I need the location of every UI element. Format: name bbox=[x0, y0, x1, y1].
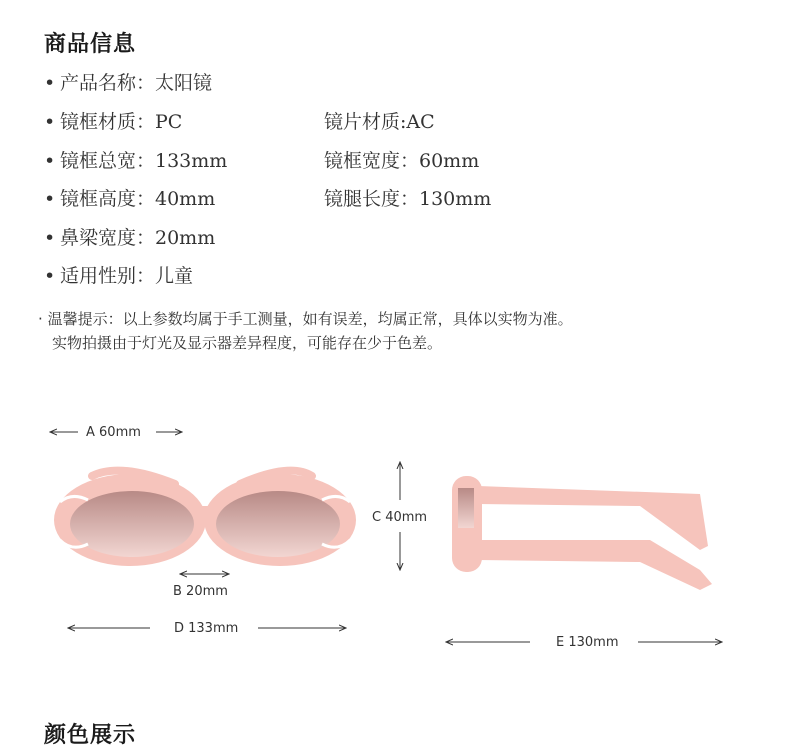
color-display-heading: 颜色展示 bbox=[44, 723, 137, 748]
spec-lens-material: 镜片材质:AC bbox=[324, 111, 435, 133]
spec-temple-length: 镜腿长度：130mm bbox=[324, 188, 492, 210]
bullet: • bbox=[44, 227, 56, 249]
spec-bridge-width: 鼻梁宽度：20mm bbox=[60, 227, 216, 249]
spec-frame-height: 镜框高度：40mm bbox=[60, 188, 216, 210]
dimension-c bbox=[372, 462, 427, 570]
notice-line-1: 温馨提示：以上参数均属于手工测量，如有误差，均属正常，具体以实物为准。 bbox=[47, 310, 573, 328]
dimension-b bbox=[173, 574, 229, 599]
dimension-e-label: E 130mm bbox=[556, 635, 619, 650]
dimension-b-label: B 20mm bbox=[173, 584, 228, 599]
notice-bullet: · bbox=[38, 310, 43, 328]
bullet: • bbox=[44, 72, 56, 94]
bullet: • bbox=[44, 188, 56, 210]
dimension-a bbox=[50, 425, 182, 440]
notice-text bbox=[38, 307, 573, 355]
glasses-front-view bbox=[54, 471, 356, 566]
spec-gender: 适用性别：儿童 bbox=[60, 265, 194, 287]
spec-frame-material: 镜框材质：PC bbox=[60, 111, 183, 133]
bullet: • bbox=[44, 150, 56, 172]
dimension-d bbox=[68, 621, 346, 636]
dimension-d-label: D 133mm bbox=[174, 621, 239, 636]
size-diagram bbox=[0, 380, 790, 680]
bullet: • bbox=[44, 265, 56, 287]
bullet: • bbox=[44, 111, 56, 133]
notice-line-2: 实物拍摄由于灯光及显示器差异程度，可能存在少于色差。 bbox=[52, 334, 443, 352]
dimension-a-label: A 60mm bbox=[86, 425, 141, 440]
product-info-heading: 商品信息 bbox=[44, 32, 137, 57]
dimension-c-label: C 40mm bbox=[372, 510, 428, 525]
spec-frame-width: 镜框宽度：60mm bbox=[324, 150, 480, 172]
dimension-e bbox=[446, 635, 722, 650]
spec-frame-total-width: 镜框总宽：133mm bbox=[60, 150, 228, 172]
spec-product-name: 产品名称：太阳镜 bbox=[60, 72, 213, 94]
glasses-side-view bbox=[452, 476, 712, 590]
